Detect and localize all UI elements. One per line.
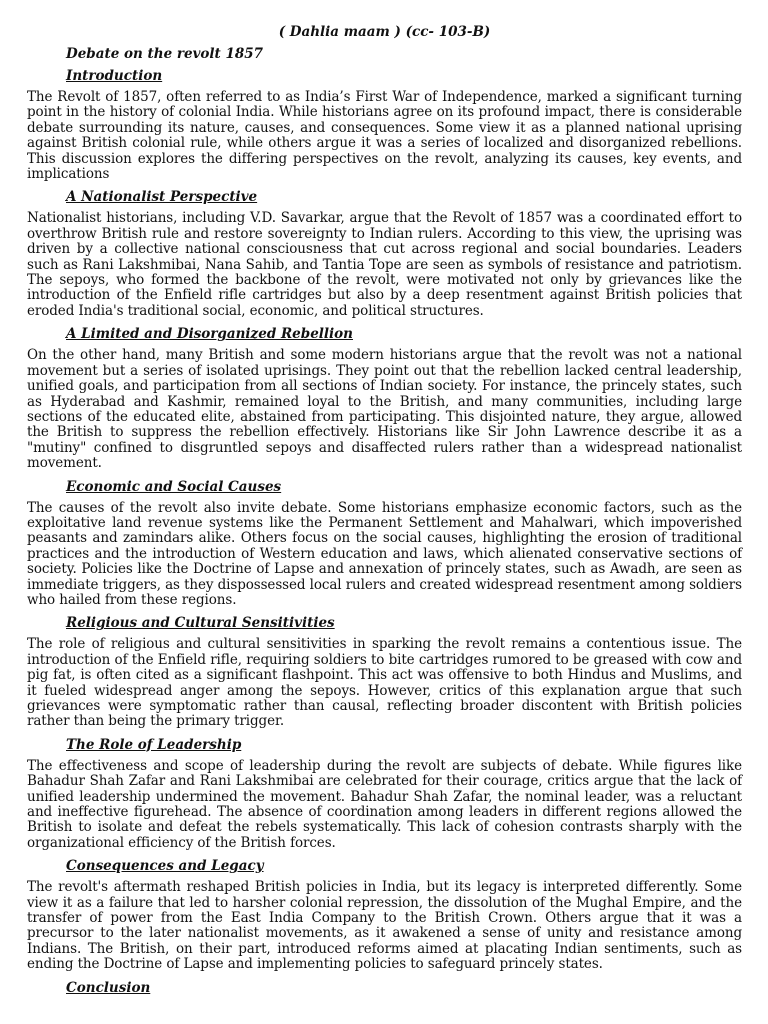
section-paragraph-nationalist-perspective: Nationalist historians, including V.D. Savarkar, argue that the Revolt of 1857 was a coordinated effort to overthrow British rule and restore sovereignty to Indian rulers. According to this view, the uprising was driven by a collective national consciousness that cut across regional and social boundaries. Leaders such as Rani Lakshmibai, Nana Sahib, and Tantia Tope are seen as symbols of resistance and patriotism. The sepoys, who formed the backbone of the revolt, were motivated not only by grievances like the introduction of the Enfield rifle cartridges but also by a deep resentment against British policies that eroded India's traditional social, economic, and political structures. (27, 210, 742, 319)
section-heading-economic-social-causes: Economic and Social Causes (66, 478, 282, 495)
section-paragraph-consequences-legacy: The revolt's aftermath reshaped British policies in India, but its legacy is interpreted differently. Some view it as a failure that led to harsher colonial repression, the dissolution of the Mughal Empire, and the transfer of power from the East India Company to the British Crown. Others argue that it was a precursor to the later nationalist movements, as it awakened a sense of unity and resistance among Indians. The British, on their part, introduced reforms aimed at placating Indian sentiments, such as ending the Doctrine of Lapse and implementing policies to safeguard princely states. (27, 879, 742, 973)
document-page (27, 23, 742, 1002)
section-heading-role-of-leadership: The Role of Leadership (66, 736, 242, 753)
section-heading-consequences-legacy: Consequences and Legacy (66, 858, 264, 875)
section-heading-religious-cultural: Religious and Cultural Sensitivities (66, 615, 335, 632)
section-paragraph-introduction: The Revolt of 1857, often referred to as India’s First War of Independence, marked a significant turning point in the history of colonial India. While historians agree on its profound impact, there is considerable debate surrounding its nature, causes, and consequences. Some view it as a planned national uprising against British colonial rule, while others argue it was a series of localized and disorganized rebellions. This discussion explores the differing perspectives on the revolt, analyzing its causes, key events, and implications (27, 89, 742, 183)
section-paragraph-economic-social-causes: The causes of the revolt also invite debate. Some historians emphasize economic factors, such as the exploitative land revenue systems like the Permanent Settlement and Mahalwari, which impoverished peasants and zamindars alike. Others focus on the social causes, highlighting the erosion of traditional practices and the introduction of Western education and laws, which alienated conservative sections of society. Policies like the Doctrine of Lapse and annexation of princely states, such as Awadh, are seen as immediate triggers, as they dispossessed local rulers and created widespread resentment among soldiers who hailed from these regions. (27, 499, 742, 608)
section-paragraph-religious-cultural: The role of religious and cultural sensitivities in sparking the revolt remains a contentious issue. The introduction of the Enfield rifle, requiring soldiers to bite cartridges rumored to be greased with cow and pig fat, is often cited as a significant flashpoint. This act was offensive to both Hindus and Muslims, and it fueled widespread anger among the sepoys. However, critics of this explanation argue that such grievances were symptomatic rather than causal, reflecting broader discontent with British policies rather than being the primary trigger. (27, 636, 742, 730)
document-title: Debate on the revolt 1857 (66, 46, 264, 62)
section-heading-conclusion: Conclusion (66, 979, 151, 996)
section-heading-limited-rebellion: A Limited and Disorganized Rebellion (66, 326, 353, 343)
course-tag: ( Dahlia maam ) (cc- 103-B) (278, 24, 491, 40)
section-heading-nationalist-perspective: A Nationalist Perspective (66, 189, 258, 206)
section-heading-introduction: Introduction (66, 68, 163, 84)
section-paragraph-role-of-leadership: The effectiveness and scope of leadership during the revolt are subjects of debate. While figures like Bahadur Shah Zafar and Rani Lakshmibai are celebrated for their courage, critics argue that the lack of unified leadership undermined the movement. Bahadur Shah Zafar, the nominal leader, was a reluctant and ineffective figurehead. The absence of coordination among leaders in different regions allowed the British to isolate and defeat the rebels systematically. This lack of cohesion contrasts sharply with the organizational efficiency of the British forces. (27, 757, 742, 851)
section-paragraph-limited-rebellion: On the other hand, many British and some modern historians argue that the revolt was not a national movement but a series of isolated uprisings. They point out that the rebellion lacked central leadership, unified goals, and participation from all sections of Indian society. For instance, the princely states, such as Hyderabad and Kashmir, remained loyal to the British, and many communities, including large sections of the educated elite, abstained from participating. This disjointed nature, they argue, allowed the British to suppress the rebellion effectively. Historians like Sir John Lawrence describe it as a "mutiny" confined to disgruntled sepoys and disaffected rulers rather than a widespread nationalist movement. (27, 347, 742, 472)
